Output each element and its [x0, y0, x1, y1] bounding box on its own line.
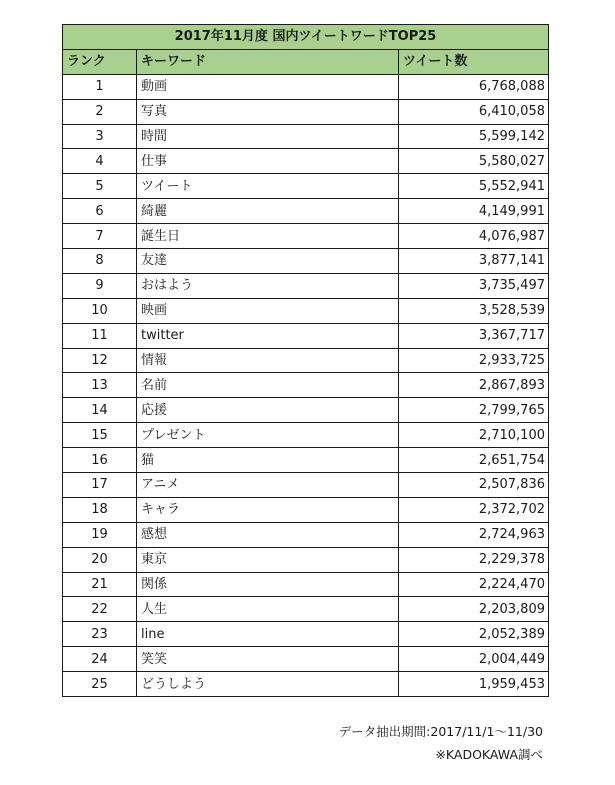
keyword-cell: どうしよう: [137, 672, 399, 697]
rank-cell: 23: [63, 622, 137, 647]
tweet-count-cell: 4,076,987: [399, 224, 549, 249]
rank-cell: 3: [63, 124, 137, 149]
table-row: [63, 672, 549, 697]
table-body: [63, 74, 549, 696]
tweet-count-cell: 2,799,765: [399, 398, 549, 423]
keyword-cell: 情報: [137, 348, 399, 373]
keyword-cell: 映画: [137, 298, 399, 323]
rank-cell: 8: [63, 249, 137, 274]
source-note: ※KADOKAWA調べ: [435, 747, 543, 762]
column-header-count: ツイート数: [399, 49, 549, 74]
extraction-period: データ抽出期間:2017/11/1～11/30: [338, 724, 543, 739]
rank-cell: 4: [63, 149, 137, 174]
keyword-cell: 応援: [137, 398, 399, 423]
keyword-cell: 感想: [137, 522, 399, 547]
rank-cell: 19: [63, 522, 137, 547]
table-row: [63, 323, 549, 348]
tweet-count-cell: 2,724,963: [399, 522, 549, 547]
keyword-cell: 関係: [137, 572, 399, 597]
tweet-count-cell: 2,867,893: [399, 373, 549, 398]
keyword-cell: 猫: [137, 448, 399, 473]
tweet-count-cell: 2,203,809: [399, 597, 549, 622]
tweet-count-cell: 5,552,941: [399, 174, 549, 199]
table-row: [63, 273, 549, 298]
table-row: [63, 124, 549, 149]
keyword-cell: 仕事: [137, 149, 399, 174]
table-row: [63, 522, 549, 547]
table-row: [63, 224, 549, 249]
keyword-cell: 動画: [137, 74, 399, 99]
table-row: [63, 597, 549, 622]
table-row: [63, 99, 549, 124]
rank-cell: 21: [63, 572, 137, 597]
table-row: [63, 373, 549, 398]
keyword-cell: 写真: [137, 99, 399, 124]
tweet-count-cell: 3,735,497: [399, 273, 549, 298]
tweet-count-cell: 1,959,453: [399, 672, 549, 697]
ranking-table: [62, 24, 549, 697]
table-row: [63, 647, 549, 672]
rank-cell: 14: [63, 398, 137, 423]
rank-cell: 18: [63, 497, 137, 522]
rank-cell: 2: [63, 99, 137, 124]
keyword-cell: 綺麗: [137, 199, 399, 224]
tweet-count-cell: 2,229,378: [399, 547, 549, 572]
rank-cell: 11: [63, 323, 137, 348]
rank-cell: 16: [63, 448, 137, 473]
keyword-cell: ツイート: [137, 174, 399, 199]
tweet-count-cell: 2,933,725: [399, 348, 549, 373]
tweet-count-cell: 6,768,088: [399, 74, 549, 99]
tweet-count-cell: 2,372,702: [399, 497, 549, 522]
tweet-count-cell: 2,052,389: [399, 622, 549, 647]
rank-cell: 24: [63, 647, 137, 672]
table-row: [63, 547, 549, 572]
tweet-count-cell: 2,224,470: [399, 572, 549, 597]
table-row: [63, 423, 549, 448]
keyword-cell: 人生: [137, 597, 399, 622]
footer-notes: [339, 720, 543, 766]
table-title: 2017年11月度 国内ツイートワードTOP25: [63, 25, 549, 50]
table-row: [63, 298, 549, 323]
rank-cell: 12: [63, 348, 137, 373]
rank-cell: 20: [63, 547, 137, 572]
rank-cell: 5: [63, 174, 137, 199]
keyword-cell: 名前: [137, 373, 399, 398]
column-header-keyword: キーワード: [137, 49, 399, 74]
tweet-count-cell: 5,580,027: [399, 149, 549, 174]
keyword-cell: 時間: [137, 124, 399, 149]
rank-cell: 22: [63, 597, 137, 622]
table-title-row: [63, 25, 549, 50]
keyword-cell: 誕生日: [137, 224, 399, 249]
keyword-cell: 笑笑: [137, 647, 399, 672]
table-header-row: [63, 49, 549, 74]
keyword-cell: line: [137, 622, 399, 647]
tweet-count-cell: 2,004,449: [399, 647, 549, 672]
keyword-cell: 東京: [137, 547, 399, 572]
table-row: [63, 174, 549, 199]
table-row: [63, 473, 549, 498]
table-row: [63, 398, 549, 423]
rank-cell: 15: [63, 423, 137, 448]
keyword-cell: twitter: [137, 323, 399, 348]
keyword-cell: キャラ: [137, 497, 399, 522]
table-row: [63, 497, 549, 522]
tweet-count-cell: 2,507,836: [399, 473, 549, 498]
rank-cell: 10: [63, 298, 137, 323]
column-header-rank: ランク: [63, 49, 137, 74]
keyword-cell: プレゼント: [137, 423, 399, 448]
rank-cell: 6: [63, 199, 137, 224]
table-row: [63, 572, 549, 597]
tweet-count-cell: 3,528,539: [399, 298, 549, 323]
table-row: [63, 74, 549, 99]
keyword-cell: アニメ: [137, 473, 399, 498]
tweet-count-cell: 3,877,141: [399, 249, 549, 274]
table-row: [63, 622, 549, 647]
keyword-cell: おはよう: [137, 273, 399, 298]
keyword-cell: 友達: [137, 249, 399, 274]
table-row: [63, 149, 549, 174]
rank-cell: 17: [63, 473, 137, 498]
tweet-count-cell: 6,410,058: [399, 99, 549, 124]
tweet-count-cell: 3,367,717: [399, 323, 549, 348]
tweet-count-cell: 2,710,100: [399, 423, 549, 448]
table-row: [63, 249, 549, 274]
rank-cell: 25: [63, 672, 137, 697]
table-row: [63, 448, 549, 473]
rank-cell: 7: [63, 224, 137, 249]
rank-cell: 9: [63, 273, 137, 298]
table-row: [63, 348, 549, 373]
rank-cell: 1: [63, 74, 137, 99]
rank-cell: 13: [63, 373, 137, 398]
tweet-count-cell: 5,599,142: [399, 124, 549, 149]
tweet-count-cell: 4,149,991: [399, 199, 549, 224]
tweet-count-cell: 2,651,754: [399, 448, 549, 473]
table-row: [63, 199, 549, 224]
